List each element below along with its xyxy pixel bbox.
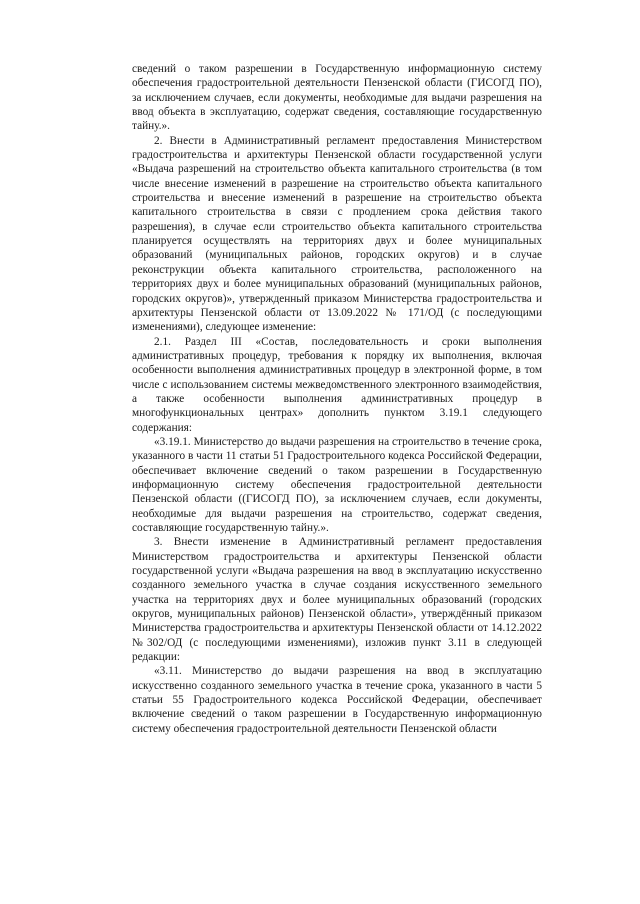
paragraph-quote-3-19-1: «3.19.1. Министерство до выдачи разрешения на строительство в течение срока, указанного в части 11 статьи 51 Градостроительного кодекса Российской Федерации, обеспечивает включение сведений о таком разрешении в Государственную информационную систему обеспечения градостроительной деятельности Пензенской области ((ГИСОГД ПО), за исключением случаев, если документы, необходимые для выдачи разрешения на строительство, содержат сведения, составляющие государственную тайну.». bbox=[132, 435, 543, 534]
paragraph-item-2-1: 2.1. Раздел III «Состав, последовательность и сроки выполнения административных процедур, требования к порядку их выполнения, включая особенности выполнения административных процедур в электронной форме, в том числе с использованием системы межведомственного электронного взаимодействия, а также особенности выполнения административных процедур в многофункциональных центрах» дополнить пунктом 3.19.1 следующего содержания: bbox=[132, 335, 542, 434]
paragraph-continuation: сведений о таком разрешении в Государственную информационную систему обеспечения градостроительной деятельности Пензенской области (ГИСОГД ПО), за исключением случаев, если документы, необходимые для выдачи разрешения на ввод объекта в эксплуатацию, содержат сведения, составляющие государственную тайну.». bbox=[132, 63, 542, 133]
paragraph-quote-3-11: «3.11. Министерство до выдачи разрешения на ввод в эксплуатацию искусственно созданного земельного участка в течение срока, указанного в части 5 статьи 55 Градостроительного кодекса Российской Федерации, обеспечивает включение сведений о таком разрешении в Государственную информационную систему обеспечения градостроительной деятельности Пензенской области bbox=[132, 665, 542, 735]
paragraph-item-3: 3. Внести изменение в Административный регламент предоставления Министерством градостроительства и архитектуры Пензенской области государственной услуги «Выдача разрешения на ввод в эксплуатацию искусственно созданного земельного участка в случае создания искусственного земельного участка на территориях двух и более муниципальных образований (городских округов, муниципальных районов) Пензенской области», утверждённый приказом Министерства градостроительства и архитектуры Пензенской области от 14.12.2022 №302/ОД (с последующими изменениями), изложив пункт 3.11 в следующей редакции: bbox=[132, 536, 542, 664]
paragraph-item-2: 2. Внести в Административный регламент предоставления Министерством градостроительства и архитектуры Пензенской области государственной услуги «Выдача разрешений на строительство объекта капитального строительства (в том числе внесение изменений в разрешение на строительство объекта капитального строительства и внесение изменений в разрешение на строительство объекта капитального строительства в связи с продлением срока действия такого разрешения), в случае если строительство объекта капитального строительства планируется осуществлять на территориях двух и более муниципальных образований (муниципальных районов, городских округов) и в случае реконструкции объекта капитального строительства, расположенного на территориях двух и более муниципальных образований (муниципальных районов, городских округов)», утвержденный приказом Министерства градостроительства и архитектуры Пензенской области от 13.09.2022 № 171/ОД (с последующими изменениями), следующее изменение: bbox=[132, 134, 542, 334]
document-page bbox=[132, 62, 542, 736]
